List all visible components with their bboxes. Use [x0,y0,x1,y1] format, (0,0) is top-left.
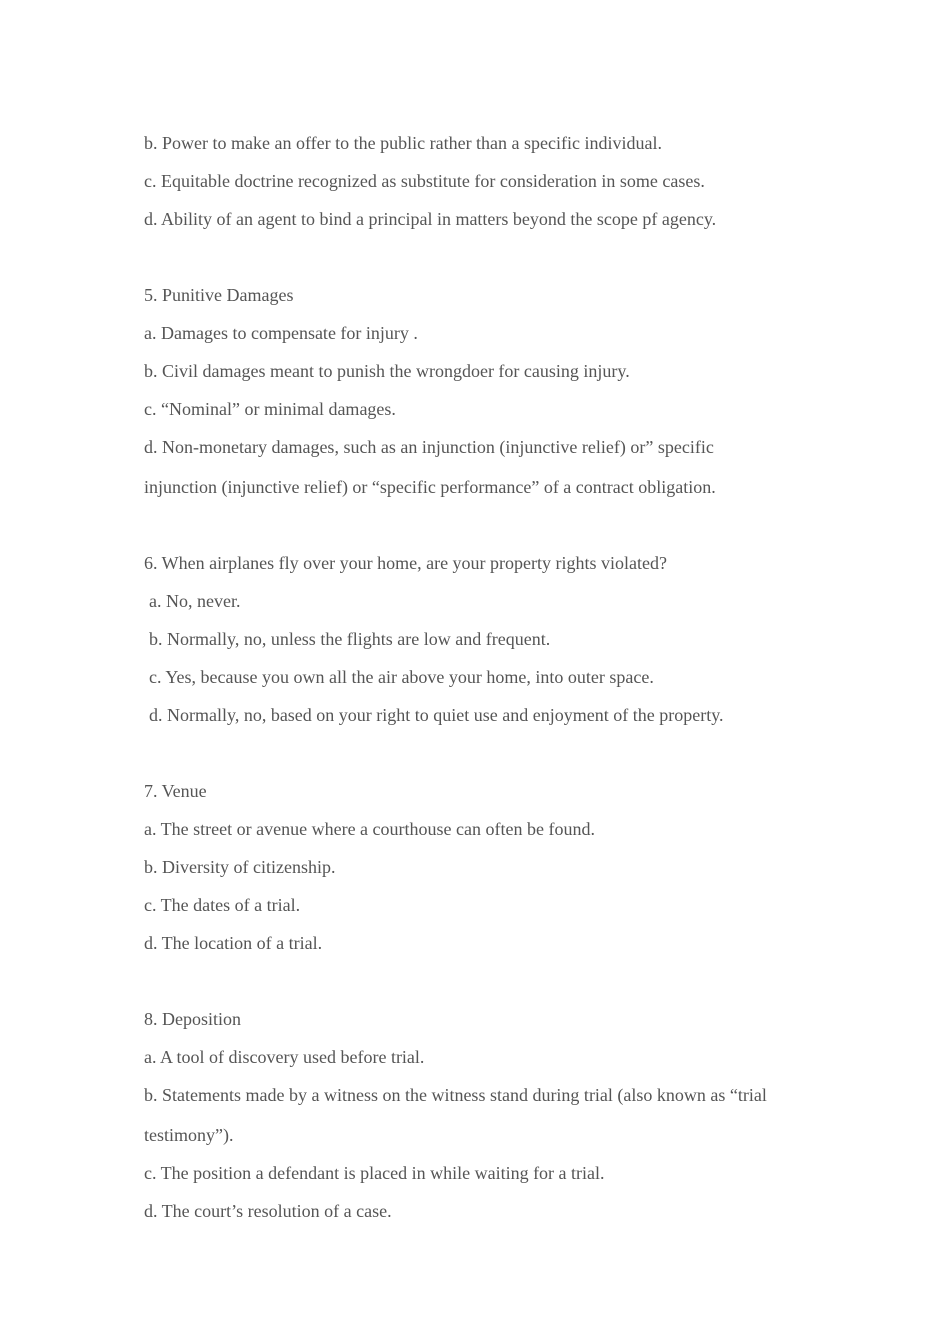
q4-option-d: d. Ability of an agent to bind a principal in matters beyond the scope pf agency. [144,209,717,229]
q6-option-c: c. Yes, because you own all the air above your home, into outer space. [149,667,654,687]
q8-option-c: c. The position a defendant is placed in while waiting for a trial. [144,1163,605,1183]
q8-option-b-line1: b. Statements made by a witness on the witness stand during trial (also known as “trial [144,1085,767,1105]
spacer [144,734,824,772]
q5-option-d-line2: injunction (injunctive relief) or “specific performance” of a contract obligation. [144,477,716,497]
q5-option-d-line1: d. Non-monetary damages, such as an injunction (injunctive relief) or” specific [144,437,714,457]
q6-option-b: b. Normally, no, unless the flights are low and frequent. [149,629,551,649]
q6-title: 6. When airplanes fly over your home, are your property rights violated? [144,553,668,573]
q7-option-b: b. Diversity of citizenship. [144,857,336,877]
q7-option-d: d. The location of a trial. [144,933,323,953]
q4-option-b: b. Power to make an offer to the public rather than a specific individual. [144,133,663,153]
q7-option-c: c. The dates of a trial. [144,895,301,915]
question-6 [144,544,824,734]
q6-option-d: d. Normally, no, based on your right to quiet use and enjoyment of the property. [149,705,724,725]
q8-option-a: a. A tool of discovery used before trial. [144,1047,425,1067]
document-page [144,124,824,1230]
spacer [144,238,824,276]
q7-option-a: a. The street or avenue where a courthouse can often be found. [144,819,595,839]
q5-title: 5. Punitive Damages [144,285,294,305]
spacer [144,506,824,544]
q5-option-a: a. Damages to compensate for injury . [144,323,418,343]
q4-option-c: c. Equitable doctrine recognized as substitute for consideration in some cases. [144,171,705,191]
q8-title: 8. Deposition [144,1009,241,1029]
q6-option-a: a. No, never. [149,591,241,611]
q5-option-c: c. “Nominal” or minimal damages. [144,399,396,419]
q8-option-b-line2: testimony”). [144,1125,234,1145]
question-5 [144,276,824,506]
q5-option-b: b. Civil damages meant to punish the wrongdoer for causing injury. [144,361,630,381]
q8-option-d: d. The court’s resolution of a case. [144,1201,392,1221]
q7-title: 7. Venue [144,781,207,801]
question-8 [144,1000,824,1230]
question-7 [144,772,824,962]
question-4-options [144,124,824,238]
spacer [144,962,824,1000]
